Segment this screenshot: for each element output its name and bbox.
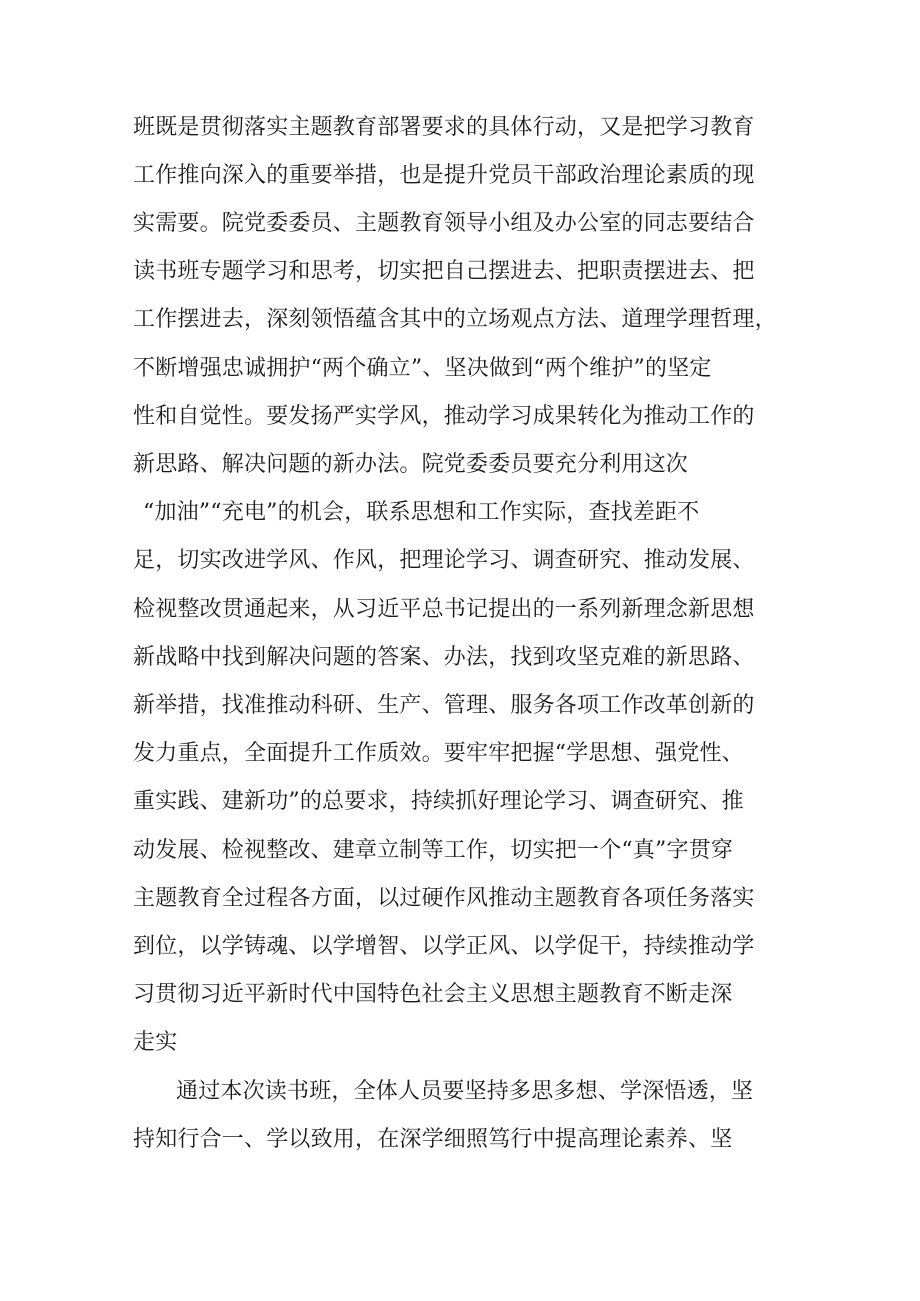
text-line: 不断增强忠诚拥护“两个确立”、坚决做到“两个维护”的坚定 bbox=[133, 356, 712, 381]
text-line: 班既是贯彻落实主题教育部署要求的具体行动，又是把学习教育 bbox=[133, 115, 755, 140]
text-line: 检视整改贯通起来，从习近平总书记提出的一系列新理念新思想 bbox=[133, 597, 755, 622]
text-line: 新战略中找到解决问题的答案、办法，找到攻坚克难的新思路、 bbox=[133, 645, 755, 670]
text-line: “加油”“充电”的机会，联系思想和工作实际，查找差距不 bbox=[143, 500, 700, 525]
text-line: 性和自觉性。要发扬严实学风，推动学习成果转化为推动工作的 bbox=[133, 404, 755, 429]
text-line: 新举措，找准推动科研、生产、管理、服务各项工作改革创新的 bbox=[133, 693, 755, 718]
text-line: 工作摆进去，深刻领悟蕴含其中的立场观点方法、道理学理哲理， bbox=[133, 307, 777, 332]
text-line: 持知行合一、学以致用，在深学细照笃行中提高理论素养、坚 bbox=[133, 1127, 733, 1152]
text-line: 习贯彻习近平新时代中国特色社会主义思想主题教育不断走深 bbox=[133, 982, 733, 1007]
text-line: 发力重点，全面提升工作质效。要牢牢把握“学思想、强党性、 bbox=[133, 741, 744, 766]
text-line: 到位，以学铸魂、以学增智、以学正风、以学促干，持续推动学 bbox=[133, 934, 755, 959]
text-line: 重实践、建新功”的总要求，持续抓好理论学习、调查研究、推 bbox=[133, 789, 744, 814]
text-line: 实需要。院党委委员、主题教育领导小组及办公室的同志要结合 bbox=[133, 211, 755, 236]
text-line: 走实 bbox=[133, 1030, 178, 1055]
text-line: 主题教育全过程各方面，以过硬作风推动主题教育各项任务落实 bbox=[133, 886, 755, 911]
text-line: 足，切实改进学风、作风，把理论学习、调查研究、推动发展、 bbox=[133, 548, 755, 573]
text-line: 动发展、检视整改、建章立制等工作，切实把一个“真”字贯穿 bbox=[133, 838, 734, 863]
text-line: 工作推向深入的重要举措，也是提升党员干部政治理论素质的现 bbox=[133, 163, 755, 188]
text-line: 新思路、解决问题的新办法。院党委委员要充分利用这次 bbox=[133, 452, 689, 477]
text-line: 通过本次读书班，全体人员要坚持多思多想、学深悟透，坚 bbox=[176, 1079, 754, 1104]
text-line: 读书班专题学习和思考，切实把自己摆进去、把职责摆进去、把 bbox=[133, 259, 755, 284]
